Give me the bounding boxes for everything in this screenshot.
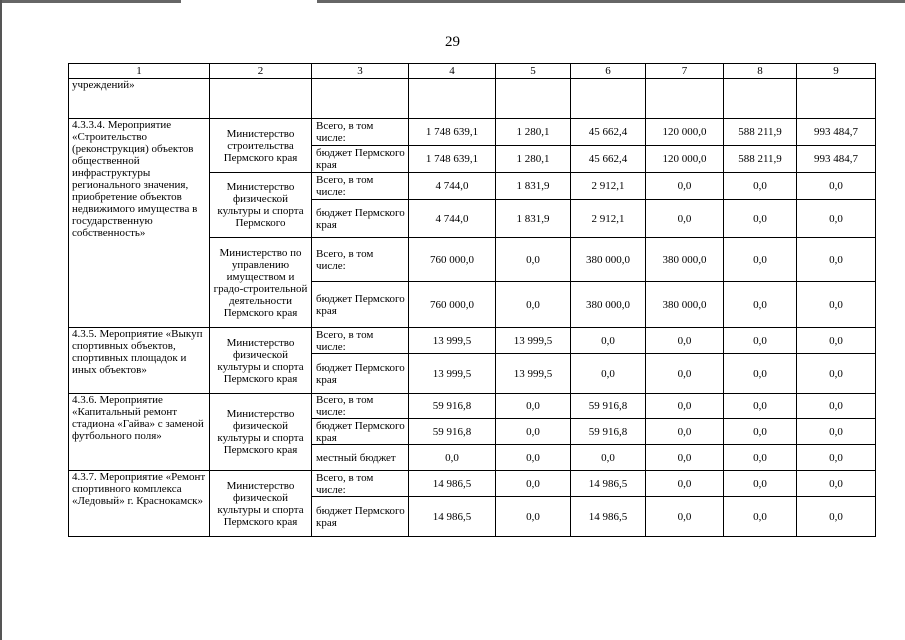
funding-source: Всего, в том числе: (312, 471, 409, 497)
value-cell: 0,0 (797, 238, 876, 282)
value-cell: 2 912,1 (571, 173, 646, 200)
value-cell: 1 831,9 (496, 200, 571, 238)
value-cell: 14 986,5 (409, 497, 496, 537)
value-cell: 380 000,0 (571, 238, 646, 282)
table-row (69, 471, 876, 497)
value-cell: 14 986,5 (571, 497, 646, 537)
table-row (69, 328, 876, 354)
funding-source: Всего, в том числе: (312, 238, 409, 282)
value-cell: 0,0 (797, 328, 876, 354)
value-cell: 0,0 (646, 354, 724, 394)
value-cell: 120 000,0 (646, 146, 724, 173)
value-cell: 45 662,4 (571, 146, 646, 173)
value-cell: 0,0 (724, 471, 797, 497)
value-cell: 0,0 (797, 394, 876, 419)
value-cell: 0,0 (797, 354, 876, 394)
activity-description: 4.3.3.4. Мероприятие «Строительство (реконструкция) объектов общественной инфраструктуры регионального значения, приобретение объектов недвижимого имущества в государственную собственность» (69, 119, 210, 328)
value-cell: 0,0 (724, 282, 797, 328)
funding-source: Всего, в том числе: (312, 173, 409, 200)
value-cell: 59 916,8 (571, 419, 646, 445)
value-cell: 2 912,1 (571, 200, 646, 238)
funding-source: бюджет Пермского края (312, 146, 409, 173)
executor-cell: Министерство физической культуры и спорта Пермского края (210, 328, 312, 394)
header-cell: 7 (646, 64, 724, 79)
value-cell: 0,0 (646, 497, 724, 537)
value-cell: 0,0 (797, 200, 876, 238)
header-cell: 8 (724, 64, 797, 79)
value-cell: 59 916,8 (409, 419, 496, 445)
value-cell: 59 916,8 (409, 394, 496, 419)
value-cell: 1 831,9 (496, 173, 571, 200)
value-cell: 0,0 (724, 445, 797, 471)
scan-edge-left (0, 0, 2, 640)
activity-description: учреждений» (69, 79, 210, 119)
value-cell: 588 211,9 (724, 146, 797, 173)
value-cell: 0,0 (646, 173, 724, 200)
funding-source: бюджет Пермского края (312, 419, 409, 445)
activity-description: 4.3.7. Мероприятие «Ремонт спортивного комплекса «Ледовый» г. Краснокамск» (69, 471, 210, 537)
value-cell: 380 000,0 (571, 282, 646, 328)
executor-cell: Министерство физической культуры и спорта Пермского края (210, 471, 312, 537)
value-cell: 0,0 (724, 497, 797, 537)
value-cell: 760 000,0 (409, 238, 496, 282)
value-cell: 0,0 (571, 328, 646, 354)
budget-table (68, 63, 876, 537)
executor-cell: Министерство физической культуры и спорта Пермского края (210, 394, 312, 471)
value-cell: 13 999,5 (409, 328, 496, 354)
table-row (69, 394, 876, 419)
value-cell: 0,0 (496, 497, 571, 537)
funding-source: Всего, в том числе: (312, 328, 409, 354)
value-cell: 0,0 (571, 445, 646, 471)
value-cell: 380 000,0 (646, 282, 724, 328)
executor-cell: Министерство строительства Пермского края (210, 119, 312, 173)
value-cell: 0,0 (646, 200, 724, 238)
value-cell: 59 916,8 (571, 394, 646, 419)
value-cell: 14 986,5 (571, 471, 646, 497)
executor-cell: Министерство по управлению имуществом и градо-строительной деятельности Пермского края (210, 238, 312, 328)
funding-source: бюджет Пермского края (312, 200, 409, 238)
activity-description: 4.3.6. Мероприятие «Капитальный ремонт стадиона «Гайва» с заменой футбольного поля» (69, 394, 210, 471)
value-cell: 0,0 (797, 419, 876, 445)
funding-source: Всего, в том числе: (312, 119, 409, 146)
value-cell: 0,0 (409, 445, 496, 471)
value-cell: 13 999,5 (409, 354, 496, 394)
value-cell: 0,0 (724, 354, 797, 394)
value-cell: 45 662,4 (571, 119, 646, 146)
header-cell: 6 (571, 64, 646, 79)
value-cell: 0,0 (496, 394, 571, 419)
value-cell: 0,0 (797, 497, 876, 537)
header-cell: 3 (312, 64, 409, 79)
header-cell: 5 (496, 64, 571, 79)
table-row-continuation (69, 79, 876, 119)
value-cell: 0,0 (646, 328, 724, 354)
value-cell: 0,0 (646, 394, 724, 419)
value-cell: 0,0 (724, 238, 797, 282)
value-cell: 993 484,7 (797, 119, 876, 146)
value-cell: 13 999,5 (496, 328, 571, 354)
header-cell: 4 (409, 64, 496, 79)
value-cell: 0,0 (646, 445, 724, 471)
activity-description: 4.3.5. Мероприятие «Выкуп спортивных объектов, спортивных площадок и иных объектов» (69, 328, 210, 394)
value-cell: 0,0 (724, 200, 797, 238)
value-cell: 4 744,0 (409, 200, 496, 238)
value-cell: 0,0 (724, 328, 797, 354)
value-cell: 0,0 (797, 282, 876, 328)
value-cell: 0,0 (646, 471, 724, 497)
value-cell: 120 000,0 (646, 119, 724, 146)
value-cell: 0,0 (496, 238, 571, 282)
value-cell: 1 280,1 (496, 146, 571, 173)
value-cell: 0,0 (496, 419, 571, 445)
value-cell: 1 748 639,1 (409, 146, 496, 173)
value-cell: 0,0 (496, 282, 571, 328)
value-cell: 0,0 (797, 471, 876, 497)
value-cell: 380 000,0 (646, 238, 724, 282)
funding-source: бюджет Пермского края (312, 282, 409, 328)
value-cell: 0,0 (797, 445, 876, 471)
header-row (69, 64, 876, 79)
value-cell: 0,0 (797, 173, 876, 200)
value-cell: 4 744,0 (409, 173, 496, 200)
value-cell: 0,0 (496, 445, 571, 471)
value-cell: 588 211,9 (724, 119, 797, 146)
value-cell: 0,0 (496, 471, 571, 497)
funding-source: бюджет Пермского края (312, 497, 409, 537)
value-cell: 1 280,1 (496, 119, 571, 146)
header-cell: 9 (797, 64, 876, 79)
value-cell: 0,0 (724, 173, 797, 200)
value-cell: 0,0 (724, 419, 797, 445)
value-cell: 1 748 639,1 (409, 119, 496, 146)
value-cell: 760 000,0 (409, 282, 496, 328)
value-cell: 0,0 (646, 419, 724, 445)
funding-source: бюджет Пермского края (312, 354, 409, 394)
value-cell: 14 986,5 (409, 471, 496, 497)
header-cell: 2 (210, 64, 312, 79)
value-cell: 0,0 (724, 394, 797, 419)
funding-source: местный бюджет (312, 445, 409, 471)
value-cell: 0,0 (571, 354, 646, 394)
page-number: 29 (445, 34, 460, 50)
table-row (69, 119, 876, 146)
executor-cell: Министерство физической культуры и спорта Пермского (210, 173, 312, 238)
scan-edge-top (0, 0, 905, 3)
value-cell: 13 999,5 (496, 354, 571, 394)
header-cell: 1 (69, 64, 210, 79)
value-cell: 993 484,7 (797, 146, 876, 173)
funding-source: Всего, в том числе: (312, 394, 409, 419)
